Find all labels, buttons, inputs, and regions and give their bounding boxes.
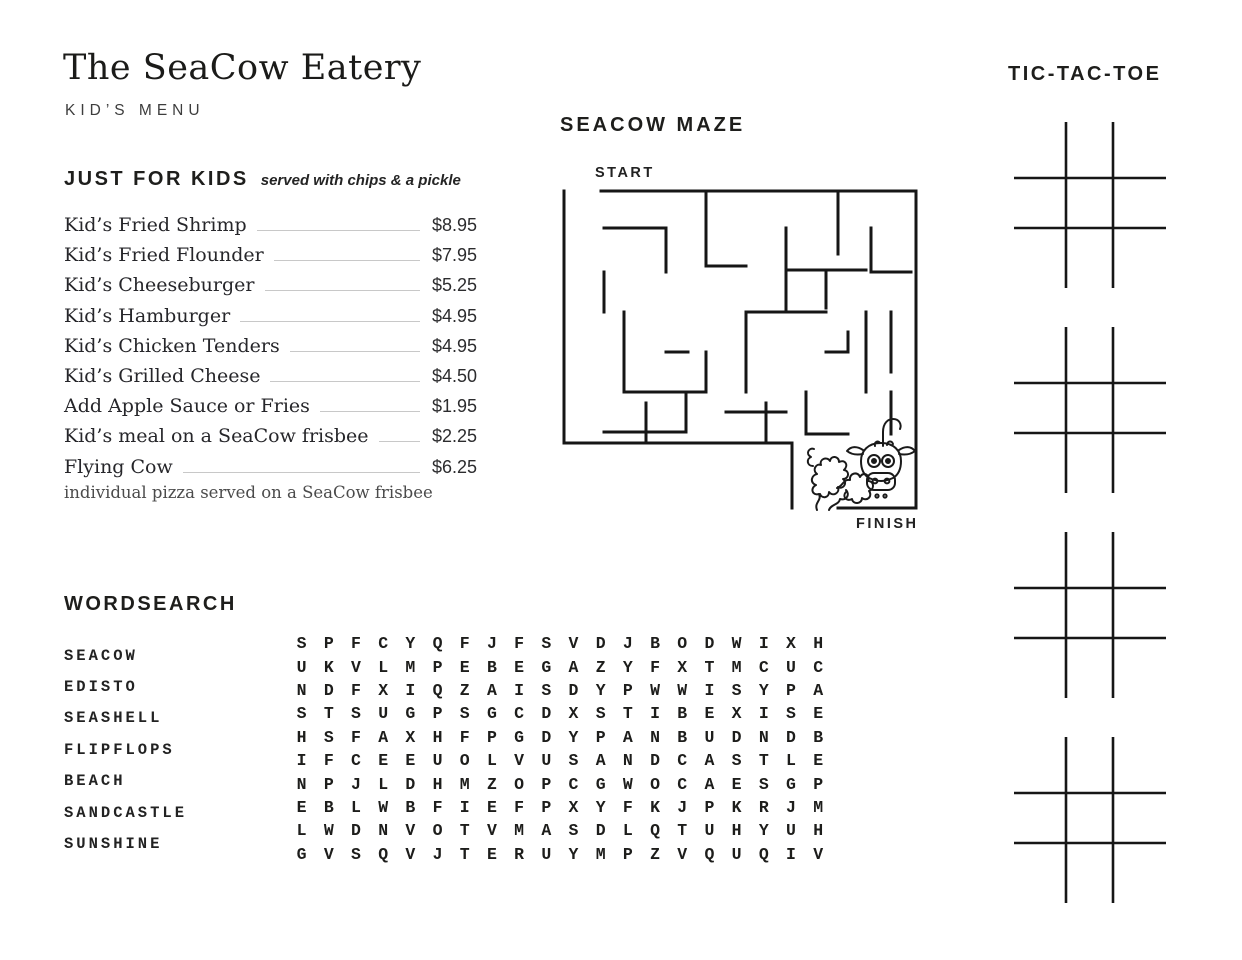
wordsearch-row [288,632,832,655]
wordsearch-letter: N [378,821,389,841]
wordsearch-letter: O [514,774,525,794]
wordsearch-letter: N [622,751,633,771]
menu-item-price: $4.50 [432,365,478,386]
wordsearch-letter: Y [595,680,606,700]
wordsearch-letter: I [758,704,769,724]
wordsearch-letter: C [813,657,824,677]
wordsearch-letter: O [459,751,470,771]
menu-item-row [64,365,480,395]
wordsearch-letter: J [432,844,443,864]
menu-item-name: Add Apple Sauce or Fries [64,395,310,418]
wordsearch-letter: P [622,680,633,700]
wordsearch-letter: C [514,704,525,724]
menu-item-row [64,244,480,274]
wordsearch-letter: A [595,751,606,771]
menu-item-row [64,425,480,455]
wordsearch-row [288,843,832,866]
wordsearch-letter: P [541,774,552,794]
wordsearch-word: SEACOW [64,646,138,665]
wordsearch-letter: S [595,704,606,724]
wordsearch-letter: X [731,704,742,724]
wordsearch-letter: O [650,774,660,794]
wordsearch-letter: W [378,797,389,817]
wordsearch-letter: G [296,844,307,864]
wordsearch-letter: Q [758,844,769,864]
wordsearch-letter: Y [405,634,416,654]
menu-item-name: Flying Cow [64,455,173,478]
wordsearch-letter: X [677,657,688,677]
price-leader-line [290,351,420,352]
wordsearch-letter: P [323,634,334,654]
wordsearch-letter: M [813,797,824,817]
wordsearch-letter: F [459,634,470,654]
wordsearch-letter: L [486,751,497,771]
wordsearch-letter: L [378,657,389,677]
wordsearch-letter: J [622,634,633,654]
wordsearch-word: SEASHELL [64,709,163,728]
wordsearch-letter: B [677,727,688,747]
wordsearch-letter: U [541,844,552,864]
wordsearch-letter: L [351,797,361,817]
wordsearch-letter: M [731,657,742,677]
wordsearch-letter: X [786,634,796,654]
wordsearch-letter: E [459,657,470,677]
wordsearch-letter: A [568,657,579,677]
menu-items [64,214,480,486]
wordsearch-letter: D [595,821,606,841]
wordsearch-heading: WORDSEARCH [64,593,237,615]
wordsearch-letter: V [514,751,525,771]
menu-item-row [64,305,480,335]
wordsearch-letter: F [650,657,660,677]
wordsearch-letter: Q [378,844,389,864]
wordsearch-letter: N [296,680,307,700]
wordsearch-letter: T [323,704,334,724]
tictactoe-board [1012,530,1168,700]
wordsearch-letter: I [296,751,307,771]
wordsearch-letter: E [813,751,824,771]
wordsearch-letter: F [622,797,633,817]
wordsearch-letter: G [486,704,497,724]
wordsearch-letter: S [731,680,742,700]
wordsearch-row [288,749,832,772]
wordsearch-letter: Q [432,634,443,654]
wordsearch-word: SUNSHINE [64,835,163,854]
wordsearch-letter: L [296,821,307,841]
wordsearch-letter: E [813,704,824,724]
wordsearch-letter: Z [595,657,606,677]
wordsearch-letter: A [486,680,497,700]
wordsearch-letter: G [405,704,416,724]
wordsearch-letter: I [459,797,470,817]
menu-item-row [64,214,480,244]
price-leader-line [257,230,420,231]
wordsearch-letter: H [813,634,824,654]
wordsearch-letter: I [786,844,796,864]
wordsearch-letter: Z [459,680,470,700]
menu-item-row [64,274,480,304]
menu-item-price: $7.95 [432,245,478,266]
wordsearch-letter: Q [650,821,660,841]
wordsearch-letter: F [351,727,361,747]
wordsearch-letter: D [541,727,552,747]
wordsearch-letter: T [677,821,688,841]
wordsearch-row [288,655,832,678]
wordsearch-letter: H [432,774,443,794]
wordsearch-word: EDISTO [64,678,138,697]
wordsearch-letter: I [704,680,715,700]
wordsearch-letter: B [650,634,660,654]
menu-item-price: $2.25 [432,426,478,447]
wordsearch-letter: F [514,797,525,817]
wordsearch-letter: U [378,704,389,724]
wordsearch-letter: D [704,634,715,654]
wordsearch-row [288,796,832,819]
wordsearch-letter: B [405,797,416,817]
wordsearch-letter: Q [704,844,715,864]
wordsearch-letter: S [351,844,361,864]
wordsearch-letter: V [351,657,361,677]
menu-item-row [64,456,480,486]
menu-section-heading: JUST FOR KIDS [64,168,249,190]
wordsearch-letter: E [378,751,389,771]
wordsearch-letter: F [459,727,470,747]
wordsearch-letter: E [514,657,525,677]
price-leader-line [265,290,421,291]
tictactoe-board [1012,120,1168,290]
wordsearch-letter: R [758,797,769,817]
wordsearch-letter: D [405,774,416,794]
price-leader-line [320,411,420,412]
wordsearch-letter: C [677,751,688,771]
wordsearch-letter: J [786,797,796,817]
wordsearch-letter: V [677,844,688,864]
wordsearch-letter: S [758,774,769,794]
menu-section-note: served with chips & a pickle [260,172,461,189]
wordsearch-row [288,702,832,725]
wordsearch-letter: E [704,704,715,724]
menu-item-price: $4.95 [432,305,478,326]
wordsearch-letter: M [405,657,416,677]
wordsearch-letter: Y [622,657,633,677]
wordsearch-letter: A [622,727,633,747]
wordsearch-letter: V [405,844,416,864]
wordsearch-letter: P [323,774,334,794]
wordsearch-letter: H [296,727,307,747]
tictactoe-heading: TIC-TAC-TOE [1008,63,1162,85]
wordsearch-letter: D [650,751,660,771]
wordsearch-letter: B [677,704,688,724]
price-leader-line [183,472,420,473]
wordsearch-letter: F [351,634,361,654]
wordsearch-letter: P [432,657,443,677]
wordsearch-letter: S [323,727,334,747]
wordsearch-letter: A [378,727,389,747]
wordsearch-letter: D [351,821,361,841]
maze-start-label: START [595,165,655,181]
wordsearch-letter: V [405,821,416,841]
wordsearch-letter: T [459,821,470,841]
wordsearch-letter: H [813,821,824,841]
wordsearch-letter: H [731,821,742,841]
wordsearch-letter: O [677,634,688,654]
wordsearch-letter: D [731,727,742,747]
wordsearch-letter: D [595,634,606,654]
menu-item-price: $4.95 [432,335,478,356]
maze-finish-label: FINISH [856,516,919,532]
wordsearch-letter: F [514,634,525,654]
wordsearch-letter: U [704,727,715,747]
wordsearch-letter: P [595,727,606,747]
wordsearch-letter: S [459,704,470,724]
wordsearch-letter: U [786,657,796,677]
wordsearch-letter: D [323,680,334,700]
wordsearch-letter: S [568,821,579,841]
wordsearch-letter: Z [486,774,497,794]
page-subtitle: KID’S MENU [65,102,205,119]
wordsearch-letter: N [296,774,307,794]
page-title: The SeaCow Eatery [63,48,422,88]
wordsearch-letter: U [541,751,552,771]
wordsearch-letter: S [541,680,552,700]
wordsearch-letter: D [786,727,796,747]
wordsearch-letter: C [351,751,361,771]
tictactoe-board [1012,735,1168,905]
wordsearch-letter: S [731,751,742,771]
wordsearch-letter: C [758,657,769,677]
wordsearch-letter: W [323,821,334,841]
menu-footnote: individual pizza served on a SeaCow frisbee [64,483,433,502]
wordsearch-letter: A [704,774,715,794]
wordsearch-letter: S [786,704,796,724]
wordsearch-letter: I [514,680,525,700]
wordsearch-word-list [64,640,187,860]
wordsearch-letter: W [731,634,742,654]
menu-item-price: $6.25 [432,456,478,477]
wordsearch-letter: E [296,797,307,817]
wordsearch-letter: X [568,797,579,817]
wordsearch-letter: Q [432,680,443,700]
wordsearch-letter: M [595,844,606,864]
wordsearch-letter: X [405,727,416,747]
wordsearch-letter: E [486,844,497,864]
wordsearch-letter: J [677,797,688,817]
maze-graphic [561,188,919,518]
wordsearch-letter: C [568,774,579,794]
wordsearch-letter: S [296,704,307,724]
wordsearch-letter: S [541,634,552,654]
wordsearch-letter: P [486,727,497,747]
wordsearch-letter: R [514,844,525,864]
wordsearch-letter: L [378,774,389,794]
menu-item-row [64,395,480,425]
wordsearch-letter: U [432,751,443,771]
wordsearch-letter: P [813,774,824,794]
menu-item-name: Kid’s Hamburger [64,304,231,327]
wordsearch-letter: I [758,634,769,654]
menu-item-name: Kid’s Cheeseburger [64,274,255,297]
wordsearch-letter: Y [758,821,769,841]
menu-item-price: $1.95 [432,396,478,417]
wordsearch-letter: J [486,634,497,654]
wordsearch-row [288,679,832,702]
wordsearch-letter: X [378,680,389,700]
price-leader-line [240,321,420,322]
wordsearch-letter: A [704,751,715,771]
wordsearch-letter: G [541,657,552,677]
wordsearch-letter: V [813,844,824,864]
wordsearch-letter: G [595,774,606,794]
wordsearch-letter: W [622,774,633,794]
menu-heading-row [64,168,461,191]
wordsearch-letter: B [323,797,334,817]
wordsearch-letter: X [568,704,579,724]
wordsearch-word: SANDCASTLE [64,803,188,822]
wordsearch-letter: M [514,821,525,841]
price-leader-line [270,381,420,382]
wordsearch-letter: V [323,844,334,864]
wordsearch-letter: I [650,704,660,724]
wordsearch-letter: T [704,657,715,677]
wordsearch-letter: K [323,657,334,677]
wordsearch-letter: N [650,727,660,747]
wordsearch-letter: V [486,821,497,841]
wordsearch-letter: W [650,680,660,700]
wordsearch-letter: Y [758,680,769,700]
seacow-icon [847,419,915,498]
wordsearch-letter: V [568,634,579,654]
wordsearch-letter: P [622,844,633,864]
wordsearch-word: BEACH [64,772,126,791]
wordsearch-letter: S [568,751,579,771]
wordsearch-letter: S [296,634,307,654]
maze-walls [564,191,916,508]
wordsearch-letter: K [650,797,660,817]
wordsearch-letter: T [459,844,470,864]
maze-heading: SEACOW MAZE [560,114,746,136]
wordsearch-letter: Y [568,844,579,864]
wordsearch-letter: P [432,704,443,724]
wordsearch-letter: D [541,704,552,724]
wordsearch-letter: N [758,727,769,747]
wordsearch-letter: M [459,774,470,794]
menu-item-name: Kid’s Fried Flounder [64,244,264,267]
wordsearch-letter: J [351,774,361,794]
price-leader-line [379,441,420,442]
menu-item-name: Kid’s Fried Shrimp [64,214,247,236]
wordsearch-letter: U [704,821,715,841]
wordsearch-letter: B [486,657,497,677]
menu-item-name: Kid’s meal on a SeaCow frisbee [64,425,369,448]
wordsearch-letter: T [622,704,633,724]
price-leader-line [274,260,420,261]
wordsearch-letter: O [432,821,443,841]
wordsearch-letter: U [296,657,307,677]
wordsearch-letter: D [568,680,579,700]
wordsearch-letter: W [677,680,688,700]
tictactoe-column [1012,120,1168,905]
wordsearch-letter: P [704,797,715,817]
menu-item-price: $8.95 [432,215,478,235]
wordsearch-letter: K [731,797,742,817]
wordsearch-letter: E [731,774,742,794]
wordsearch-letter: A [813,680,824,700]
coral-icon [808,449,873,510]
wordsearch-letter-grid [288,632,832,866]
wordsearch-row [288,726,832,749]
wordsearch-letter: C [677,774,688,794]
wordsearch-letter: F [351,680,361,700]
wordsearch-letter: A [541,821,552,841]
wordsearch-letter: F [323,751,334,771]
wordsearch-letter: U [731,844,742,864]
wordsearch-letter: P [786,680,796,700]
wordsearch-letter: E [405,751,416,771]
wordsearch-letter: T [758,751,769,771]
wordsearch-letter: L [786,751,796,771]
wordsearch-letter: Y [568,727,579,747]
wordsearch-letter: P [541,797,552,817]
wordsearch-letter: I [405,680,416,700]
wordsearch-letter: H [432,727,443,747]
tictactoe-board [1012,325,1168,495]
menu-item-name: Kid’s Grilled Cheese [64,364,261,387]
wordsearch-letter: Z [650,844,660,864]
wordsearch-word: FLIPFLOPS [64,740,175,759]
wordsearch-letter: L [622,821,633,841]
wordsearch-row [288,819,832,842]
menu-item-name: Kid’s Chicken Tenders [64,334,280,357]
wordsearch-row [288,772,832,795]
wordsearch-letter: C [378,634,389,654]
wordsearch-letter: G [514,727,525,747]
wordsearch-letter: S [351,704,361,724]
menu-item-row [64,335,480,365]
wordsearch-letter: E [486,797,497,817]
wordsearch-letter: F [432,797,443,817]
wordsearch-letter: G [786,774,796,794]
wordsearch-letter: U [786,821,796,841]
wordsearch-letter: Y [595,797,606,817]
menu-item-price: $5.25 [432,275,478,296]
wordsearch-letter: B [813,727,824,747]
